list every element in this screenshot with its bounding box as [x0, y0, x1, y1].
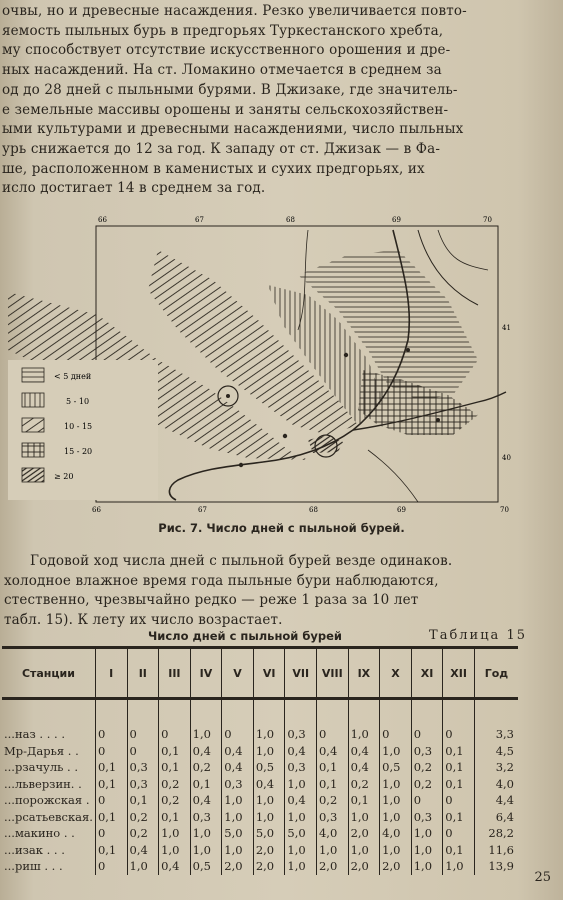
- month-value-cell: 0,1: [190, 776, 222, 793]
- month-value-cell: 5,0: [222, 825, 254, 842]
- table-title: Число дней с пыльной бурей: [148, 629, 342, 643]
- month-value-cell: 0: [95, 743, 127, 760]
- station-name-cell: ...рсатьевская.: [4, 809, 93, 824]
- table-row: [2, 842, 518, 859]
- month-value-cell: 1,0: [316, 842, 348, 859]
- month-value-cell: 0,1: [95, 776, 127, 793]
- text-line: стественно, чрезвычайно редко — реже 1 раза за 10 лет: [4, 592, 419, 609]
- month-value-cell: 0,3: [127, 776, 159, 793]
- month-value-cell: 1,0: [348, 842, 380, 859]
- month-value-cell: 1,0: [222, 792, 254, 809]
- table-row: [2, 726, 518, 743]
- month-value-cell: 1,0: [348, 809, 380, 826]
- month-value-cell: 1,0: [253, 792, 285, 809]
- month-value-cell: 0,3: [222, 776, 254, 793]
- month-value-cell: 0,3: [411, 809, 443, 826]
- year-total-cell: 4,5: [474, 743, 518, 760]
- legend-swatch: [22, 418, 44, 432]
- month-value-cell: 0,1: [348, 792, 380, 809]
- station-dot: [406, 348, 410, 352]
- column-header: XI: [411, 648, 443, 699]
- month-value-cell: 0,4: [222, 759, 254, 776]
- month-value-cell: 0,1: [95, 842, 127, 859]
- month-value-cell: 4,0: [380, 825, 412, 842]
- table-row: [2, 743, 518, 760]
- month-value-cell: 0,2: [127, 809, 159, 826]
- month-value-cell: 1,0: [159, 825, 191, 842]
- legend-swatch: [22, 368, 44, 382]
- year-total-cell: 28,2: [474, 825, 518, 842]
- text-line: яемость пыльных бурь в предгорьях Туркестанского хребта,: [2, 22, 444, 39]
- station-name-cell: ...риш . . .: [4, 859, 63, 874]
- column-header: IV: [190, 648, 222, 699]
- month-value-cell: 1,0: [411, 842, 443, 859]
- month-value-cell: 2,0: [316, 858, 348, 875]
- month-value-cell: 0: [222, 726, 254, 743]
- month-value-cell: 0: [159, 726, 191, 743]
- legend-swatch: [22, 393, 44, 407]
- month-value-cell: 1,0: [285, 858, 317, 875]
- month-value-cell: 0,1: [316, 759, 348, 776]
- month-value-cell: 0,4: [348, 759, 380, 776]
- year-total-cell: 13,9: [474, 858, 518, 875]
- lon-label-top: 68: [286, 216, 295, 224]
- month-value-cell: 0,2: [159, 792, 191, 809]
- month-value-cell: 1,0: [285, 809, 317, 826]
- month-value-cell: 0: [443, 726, 475, 743]
- lon-label-top: 67: [195, 216, 204, 224]
- month-value-cell: 0,4: [285, 792, 317, 809]
- station-name-cell: Мр-Дарья . .: [4, 743, 79, 758]
- paragraph-top: [2, 2, 522, 199]
- month-value-cell: 5,0: [285, 825, 317, 842]
- month-value-cell: 0,3: [285, 759, 317, 776]
- month-value-cell: 0: [95, 726, 127, 743]
- legend-swatch: [22, 443, 44, 457]
- month-value-cell: 1,0: [380, 809, 412, 826]
- text-line: исло достигает 14 в среднем за год.: [2, 180, 266, 197]
- column-header: XII: [443, 648, 475, 699]
- year-total-cell: 3,2: [474, 759, 518, 776]
- month-value-cell: 0,2: [316, 792, 348, 809]
- month-value-cell: 1,0: [190, 825, 222, 842]
- month-value-cell: 0,1: [95, 759, 127, 776]
- border-line: [438, 230, 488, 270]
- month-value-cell: 0: [95, 858, 127, 875]
- text-line: ше, расположенном в каменистых и сухих предгорьях, их: [2, 160, 425, 177]
- legend-label: 10 - 15: [64, 422, 93, 431]
- month-value-cell: 0,3: [190, 809, 222, 826]
- month-value-cell: 0: [380, 726, 412, 743]
- month-value-cell: 1,0: [222, 842, 254, 859]
- month-value-cell: 0: [411, 792, 443, 809]
- station-dot: [239, 463, 243, 467]
- legend-swatch: [22, 468, 44, 482]
- month-value-cell: 0: [443, 792, 475, 809]
- month-value-cell: 0: [127, 743, 159, 760]
- paragraph-bottom: [4, 552, 524, 631]
- legend-label: ≥ 20: [54, 472, 74, 481]
- month-value-cell: 0: [95, 792, 127, 809]
- month-value-cell: 1,0: [348, 726, 380, 743]
- month-value-cell: 0,4: [127, 842, 159, 859]
- month-value-cell: 1,0: [411, 858, 443, 875]
- month-value-cell: 0,4: [222, 743, 254, 760]
- railway-line: [169, 462, 263, 500]
- month-value-cell: 0,1: [159, 743, 191, 760]
- table-row: [2, 776, 518, 793]
- text-line: очвы, но и древесные насаждения. Резко увеличивается повто-: [2, 3, 467, 19]
- lon-label-bottom: 66: [92, 506, 101, 514]
- month-value-cell: 1,0: [253, 726, 285, 743]
- column-header: VIII: [316, 648, 348, 699]
- station-name-cell: ...наз . . . .: [4, 727, 66, 742]
- month-value-cell: 0,2: [190, 759, 222, 776]
- month-value-cell: 2,0: [348, 858, 380, 875]
- station-name-cell: ...льверзин. .: [4, 776, 82, 791]
- column-header: III: [159, 648, 191, 699]
- month-value-cell: 0,1: [159, 809, 191, 826]
- month-value-cell: 0,2: [411, 776, 443, 793]
- column-header: VII: [285, 648, 317, 699]
- month-value-cell: 0,2: [159, 776, 191, 793]
- border-line: [368, 450, 418, 502]
- month-value-cell: 0,1: [127, 792, 159, 809]
- month-value-cell: 0,5: [253, 759, 285, 776]
- month-value-cell: 1,0: [253, 809, 285, 826]
- month-value-cell: 1,0: [253, 743, 285, 760]
- lon-label-top: 69: [392, 216, 401, 224]
- month-value-cell: 0: [127, 726, 159, 743]
- month-value-cell: 1,0: [190, 842, 222, 859]
- table-row: [2, 759, 518, 776]
- text-line: е земельные массивы орошены и заняты сельскохозяйствен-: [2, 101, 449, 118]
- page-number: 25: [534, 870, 551, 885]
- year-total-cell: 4,4: [474, 792, 518, 809]
- station-name-cell: ...рзачуль . .: [4, 760, 79, 775]
- month-value-cell: 0,1: [159, 759, 191, 776]
- year-total-cell: 4,0: [474, 776, 518, 793]
- legend-label: 15 - 20: [64, 447, 93, 456]
- month-value-cell: 0,2: [127, 825, 159, 842]
- text-line: ыми культурами и древесными насаждениями, число пыльных: [2, 121, 464, 138]
- column-header: VI: [253, 648, 285, 699]
- text-line: му способствует отсутствие искусственного орошения и дре-: [2, 42, 451, 59]
- dust-storm-map: [8, 210, 514, 518]
- lat-label: 40: [502, 454, 511, 462]
- month-value-cell: 1,0: [190, 726, 222, 743]
- lon-label-bottom: 67: [198, 506, 207, 514]
- month-value-cell: 0,3: [411, 743, 443, 760]
- month-value-cell: 4,0: [316, 825, 348, 842]
- lon-label-bottom: 69: [397, 506, 406, 514]
- month-value-cell: 1,0: [159, 842, 191, 859]
- month-value-cell: 1,0: [380, 792, 412, 809]
- month-value-cell: 1,0: [222, 809, 254, 826]
- station-name-cell: ...макино . .: [4, 826, 75, 841]
- station-name-cell: ...порожская .: [4, 793, 90, 808]
- year-total-cell: 11,6: [474, 842, 518, 859]
- month-value-cell: 0: [95, 825, 127, 842]
- month-value-cell: 0: [443, 825, 475, 842]
- column-header: Станции: [2, 648, 95, 699]
- month-value-cell: 0,1: [443, 776, 475, 793]
- station-dot: [226, 394, 230, 398]
- month-value-cell: 2,0: [380, 858, 412, 875]
- month-value-cell: 0,3: [316, 809, 348, 826]
- year-total-cell: 6,4: [474, 809, 518, 826]
- station-dot: [436, 418, 440, 422]
- text-line: од до 28 дней с пыльными бурями. В Джизаке, где значитель-: [2, 81, 458, 98]
- month-value-cell: 0,4: [190, 743, 222, 760]
- month-value-cell: 5,0: [253, 825, 285, 842]
- text-line: урь снижается до 12 за год. К западу от ст. Джизак — в Фа-: [2, 140, 441, 157]
- column-header: Год: [474, 648, 518, 699]
- month-value-cell: 0: [411, 726, 443, 743]
- month-value-cell: 1,0: [380, 776, 412, 793]
- lon-label-top: 70: [483, 216, 492, 224]
- table-spacer: [2, 699, 518, 727]
- month-value-cell: 0,1: [95, 809, 127, 826]
- station-dot: [283, 434, 287, 438]
- month-value-cell: 0,1: [443, 759, 475, 776]
- legend-label: 5 - 10: [66, 397, 90, 406]
- table-row: [2, 825, 518, 842]
- station-name-cell: ...изак . . .: [4, 842, 65, 857]
- table-row: [2, 792, 518, 809]
- column-header: V: [222, 648, 254, 699]
- text-line: ных насаждений. На ст. Ломакино отмечается в среднем за: [2, 62, 442, 79]
- column-header: I: [95, 648, 127, 699]
- month-value-cell: 2,0: [348, 825, 380, 842]
- month-value-cell: 0,5: [190, 858, 222, 875]
- text-line: холодное влажное время года пыльные бури наблюдаются,: [4, 572, 439, 589]
- month-value-cell: 0,3: [127, 759, 159, 776]
- table-row: [2, 858, 518, 875]
- lon-label-bottom: 68: [309, 506, 318, 514]
- month-value-cell: 0,4: [253, 776, 285, 793]
- month-value-cell: 1,0: [411, 825, 443, 842]
- dust-storm-table: [2, 646, 518, 875]
- lon-label-top: 66: [98, 216, 107, 224]
- month-value-cell: 0,2: [411, 759, 443, 776]
- month-value-cell: 1,0: [285, 776, 317, 793]
- column-header: IX: [348, 648, 380, 699]
- table-number: Таблица 15: [429, 628, 527, 643]
- month-value-cell: 2,0: [222, 858, 254, 875]
- month-value-cell: 0,1: [443, 842, 475, 859]
- month-value-cell: 2,0: [253, 858, 285, 875]
- table-header-row: [2, 648, 518, 699]
- figure-caption: Рис. 7. Число дней с пыльной бурей.: [158, 521, 405, 535]
- month-value-cell: 0,2: [348, 776, 380, 793]
- text-line: табл. 15). К лету их число возрастает.: [4, 612, 283, 629]
- text-line: Годовой ход числа дней с пыльной бурей везде одинаков.: [30, 553, 453, 569]
- table-row: [2, 809, 518, 826]
- month-value-cell: 1,0: [380, 743, 412, 760]
- month-value-cell: 0,4: [348, 743, 380, 760]
- month-value-cell: 1,0: [443, 858, 475, 875]
- month-value-cell: 0: [316, 726, 348, 743]
- month-value-cell: 0,5: [380, 759, 412, 776]
- month-value-cell: 0,1: [443, 809, 475, 826]
- legend-label: < 5 дней: [54, 372, 92, 381]
- month-value-cell: 1,0: [380, 842, 412, 859]
- month-value-cell: 0,4: [285, 743, 317, 760]
- month-value-cell: 2,0: [253, 842, 285, 859]
- column-header: X: [380, 648, 412, 699]
- month-value-cell: 0,4: [316, 743, 348, 760]
- month-value-cell: 0,4: [159, 858, 191, 875]
- month-value-cell: 1,0: [285, 842, 317, 859]
- lat-label: 41: [502, 324, 511, 332]
- station-dot: [344, 353, 348, 357]
- year-total-cell: 3,3: [474, 726, 518, 743]
- month-value-cell: 0,1: [316, 776, 348, 793]
- lon-label-bottom: 70: [500, 506, 509, 514]
- month-value-cell: 0,1: [443, 743, 475, 760]
- month-value-cell: 0,3: [285, 726, 317, 743]
- month-value-cell: 0,4: [190, 792, 222, 809]
- month-value-cell: 1,0: [127, 858, 159, 875]
- column-header: II: [127, 648, 159, 699]
